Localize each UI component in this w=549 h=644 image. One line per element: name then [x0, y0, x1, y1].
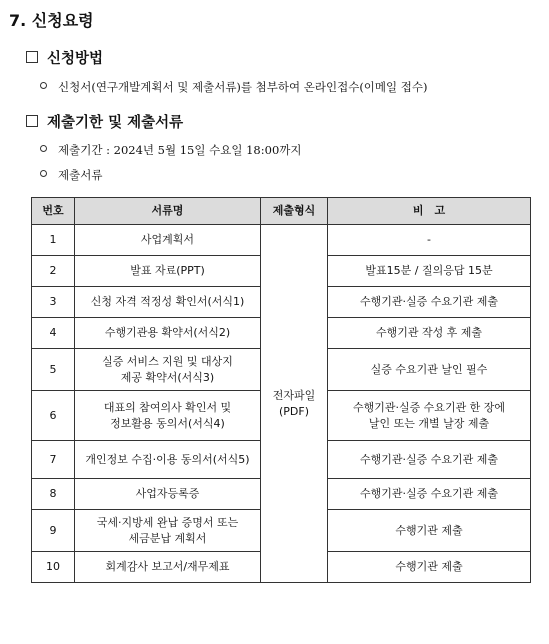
header-note: 비 고: [328, 198, 531, 225]
cell-note: [328, 479, 531, 510]
documents-table: [31, 197, 531, 583]
cell-note-line: 수행기관·실증 수요기관 한 장에: [352, 400, 506, 414]
table-row: [32, 225, 531, 256]
cell-name-line: 대표의 참여의사 확인서 및: [103, 400, 232, 414]
cell-name: [75, 391, 261, 441]
cell-no-line: 1: [49, 233, 57, 246]
docs-label: 제출서류: [58, 168, 103, 182]
cell-no: [32, 349, 75, 391]
cell-note-line: 수행기관·실증 수요기관 제출: [359, 487, 498, 500]
cell-no: [32, 441, 75, 479]
method-heading: [26, 47, 103, 68]
cell-note-line: 발표15분 / 질의응답 15분: [365, 264, 493, 277]
cell-no: [32, 510, 75, 552]
cell-note-line: 수행기관·실증 수요기관 제출: [359, 452, 498, 466]
cell-note-line: 수행기관 제출: [395, 560, 463, 573]
cell-name-line: 사업자등록증: [135, 487, 200, 500]
cell-note: [328, 510, 531, 552]
section-title: 7. 신청요령: [9, 11, 94, 30]
square-bullet-icon: [26, 115, 38, 127]
cell-no-line: 2: [49, 264, 57, 277]
cell-no: [32, 552, 75, 583]
cell-name-line: 수행기관용 확약서(서식2): [104, 326, 231, 339]
cell-no-line: 4: [49, 326, 57, 339]
cell-format: [261, 225, 328, 583]
cell-name-line: 발표 자료(PPT): [130, 264, 205, 277]
cell-note: [328, 225, 531, 256]
circle-bullet-icon: [40, 145, 47, 152]
cell-no-line: 7: [49, 452, 57, 466]
cell-name: [75, 318, 261, 349]
cell-note-line: 수행기관 제출: [395, 523, 463, 537]
cell-note-line: 수행기관 작성 후 제출: [375, 326, 483, 339]
cell-note: [328, 318, 531, 349]
cell-name-line: 회계감사 보고서/재무제표: [105, 560, 230, 573]
cell-note-line: 실증 수요기관 날인 필수: [370, 362, 488, 376]
docs-item: [40, 167, 102, 183]
cell-name: [75, 256, 261, 287]
method-item: [40, 79, 428, 95]
method-heading-text: 신청방법: [47, 51, 104, 67]
deadline-heading-text: 제출기한 및 제출서류: [47, 115, 184, 131]
cell-format-line: (PDF): [278, 404, 309, 418]
cell-name: [75, 225, 261, 256]
cell-name-line: 실증 서비스 지원 및 대상지: [102, 354, 233, 368]
cell-note: [328, 552, 531, 583]
table-header-row: [32, 198, 531, 225]
cell-no: [32, 287, 75, 318]
cell-name: [75, 287, 261, 318]
cell-no-line: 9: [49, 523, 57, 537]
cell-name: [75, 349, 261, 391]
cell-note: [328, 287, 531, 318]
cell-note-line: 날인 또는 개별 날장 제출: [368, 416, 490, 430]
header-name: 서류명: [75, 198, 261, 225]
circle-bullet-icon: [40, 170, 47, 177]
cell-name: [75, 552, 261, 583]
deadline-item: [40, 142, 301, 158]
cell-name-line: 제공 확약서(서식3): [120, 370, 215, 384]
cell-name-line: 사업계획서: [140, 233, 195, 246]
cell-note: [328, 349, 531, 391]
cell-no-line: 5: [49, 362, 57, 376]
header-no: 번호: [32, 198, 75, 225]
cell-no: [32, 225, 75, 256]
header-format: 제출형식: [261, 198, 328, 225]
table-body: [32, 225, 531, 583]
cell-name-line: 개인정보 수집·이용 동의서(서식5): [85, 452, 250, 466]
cell-no-line: 8: [49, 487, 57, 500]
cell-no: [32, 391, 75, 441]
deadline-heading: [26, 111, 183, 132]
cell-no-line: 10: [46, 560, 60, 573]
cell-note: [328, 441, 531, 479]
cell-no: [32, 479, 75, 510]
cell-no-line: 6: [49, 408, 57, 422]
circle-bullet-icon: [40, 82, 47, 89]
square-bullet-icon: [26, 51, 38, 63]
cell-name: [75, 441, 261, 479]
cell-note: [328, 256, 531, 287]
cell-note-line: 수행기관·실증 수요기관 제출: [359, 295, 498, 308]
method-text: 신청서(연구개발계획서 및 제출서류)를 첨부하여 온라인접수(이메일 접수): [58, 80, 428, 94]
cell-name-line: 세금분납 계획서: [128, 531, 207, 545]
cell-no: [32, 318, 75, 349]
cell-note: [328, 391, 531, 441]
cell-no-line: 3: [49, 295, 57, 308]
deadline-text: 제출기간 : 2024년 5월 15일 수요일 18:00까지: [58, 143, 302, 157]
cell-name-line: 국세·지방세 완납 증명서 또는: [96, 515, 239, 529]
cell-note-line: -: [427, 233, 431, 246]
cell-no: [32, 256, 75, 287]
cell-name-line: 신청 자격 적정성 확인서(서식1): [90, 295, 245, 308]
cell-name-line: 정보활용 동의서(서식4): [110, 416, 225, 430]
cell-format-line: 전자파일: [272, 388, 316, 402]
cell-name: [75, 510, 261, 552]
cell-name: [75, 479, 261, 510]
